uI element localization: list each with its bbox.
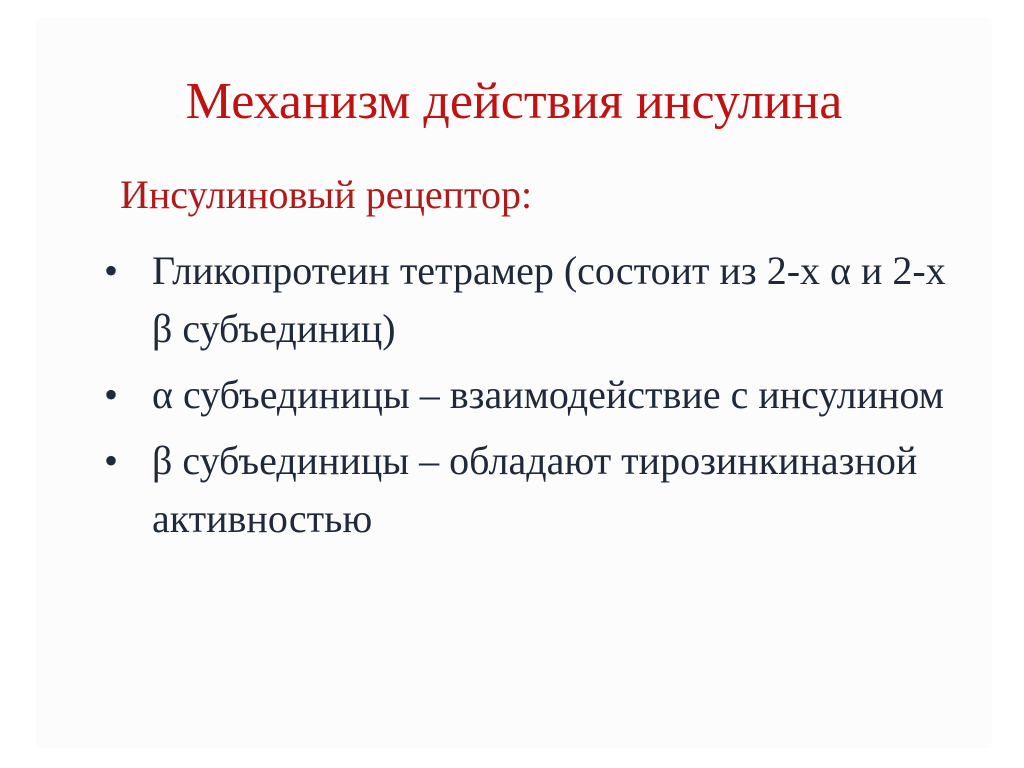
bullet-item [74,242,964,358]
bullet-dot-icon: • [104,372,119,417]
bullet-text: β субъединицы – обладают тирозинкиназной активностью [152,438,918,541]
bullet-item [74,432,964,548]
bullet-list [74,242,964,556]
slide-title: Механизм действия инсулина [185,73,843,130]
bullet-text: Гликопротеин тетрамер (состоит из 2-х α и 2-х β субъединиц) [152,248,946,351]
bullet-item [74,366,964,424]
bullet-dot-icon: • [104,438,119,483]
slide [38,20,990,746]
bullet-dot-icon: • [104,248,119,293]
slide-subtitle: Инсулиновый рецептор: [120,172,533,217]
bullet-text: α субъединицы – взаимодействие с инсулином [152,372,944,417]
